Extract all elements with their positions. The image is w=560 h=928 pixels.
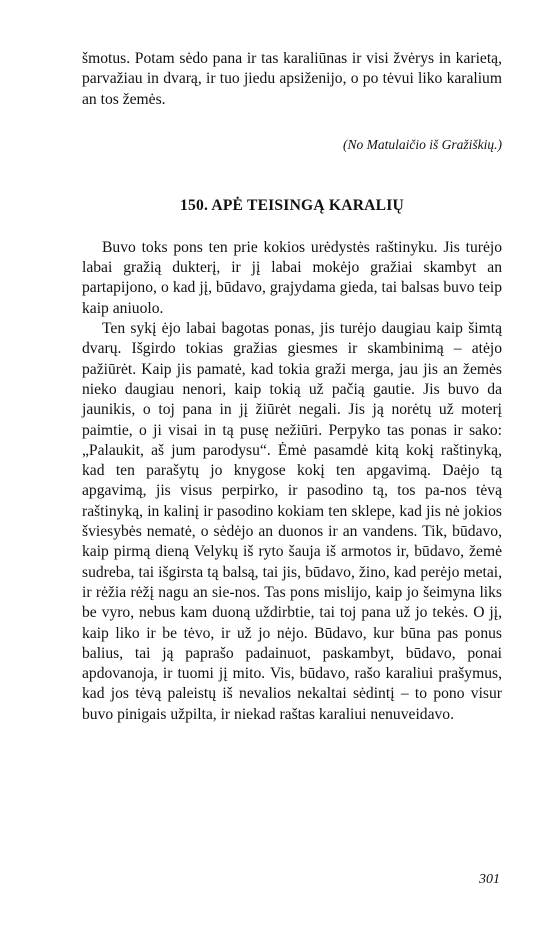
story-paragraph-2: Ten sykį ėjo labai bagotas ponas, jis turėjo daugiau kaip šimtą dvarų. Išgirdo tokias gražias giesmes ir skambinimą – atėjo pažiūrėt. Kaip jis pamatė, kad tokia graži merga, jau jis an žemės nieko daugiau nenori, kaip tokią už pačią gautie. Jis buvo da jaunikis, o toj pana in jį žiūrėt negali. Jis ją norėtų už moterį paimtie, o ji visai in tą pusę nežiūri. Perpyko tas ponas ir sako: „Palaukit, aš jum parodysu“. Ėmė pasamdė kitą kokį raštinyką, kad ten parašytų jo knygose kokį ten apgavimą. Daėjo tą apgavimą, jis visus perpirko, ir pasodino tą, tos pa-nos tėvą raštinyką, in kalinį ir pasodino kokiam ten sklepe, kad jis nė jokios šviesybės nematė, o sėdėjo an duonos ir an vandens. Tik, būdavo, kaip pirmą dieną Velykų iš ryto šauja iš armotos ir, būdavo, žemė sudreba, tai išgirsta tą balsą, tai jis, būdavo, žino, kad perėjo metai, ir rėžia rėžį nagu an sie-nos. Tas pons mislijo, kaip jo šeimyna liks be vyro, nebus kam duoną uždirbtie, tai toj pana už jo tekės. O jį, kaip liko ir be tėvo, ir už jo nėjo. Būdavo, kur būna pas ponus balius, tai ją paprašo padainuot, paskambyt, būdavo, ponai apdovanoja, ir tuomi jį mito. Vis, būdavo, rašo karaliui prašymus, kad jos tėvą paleistų iš nevalios nekaltai sėdintį – to pono visur buvo pinigais užpilta, ir niekad raštas karaliui nenuveidavo. (82, 320, 502, 723)
previous-story-ending: šmotus. Potam sėdo pana ir tas karaliūnas ir visi žvėrys in karietą, parvažiau in dvarą, ir tuo jiedu apsiženijo, o po tėvui liko karalium an tos žemės. (82, 50, 502, 108)
book-page (82, 49, 502, 725)
story-paragraph-1: Buvo toks pons ten prie kokios urėdystės raštinyku. Jis turėjo labai gražią dukterį, ir jį labai mokėjo gražiai skambyt an partapijono, o kad jį, būdavo, grajydama gieda, tai balsas buvo teip kaip aniuolo. (82, 238, 502, 317)
source-note: (No Matulaičio iš Gražiškių.) (343, 136, 502, 152)
story-heading: 150. APĖ TEISINGĄ KARALIŲ (180, 196, 404, 214)
page-number: 301 (479, 872, 500, 887)
